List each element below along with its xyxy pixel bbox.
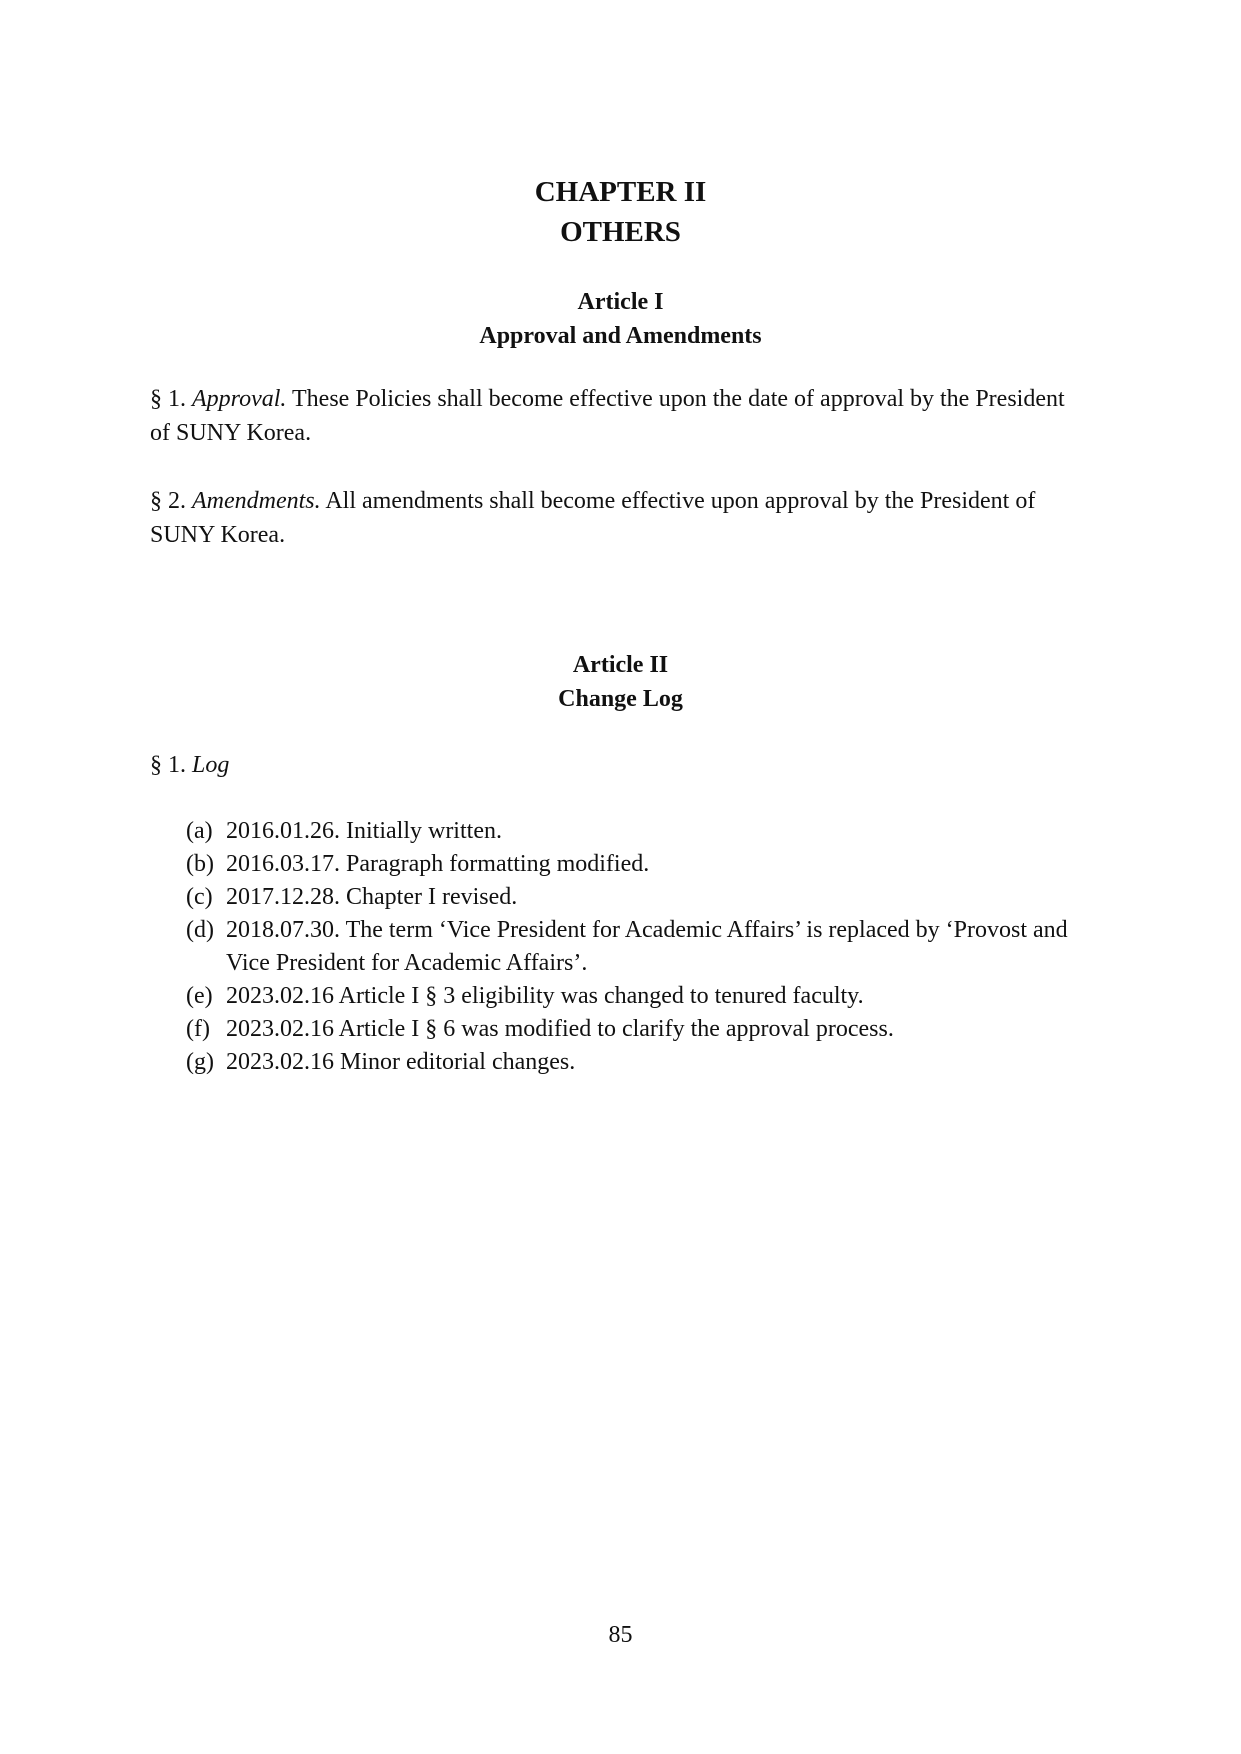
list-item [150,848,1090,881]
list-marker: (a) [186,818,213,844]
list-item [150,1013,1090,1046]
list-item [150,914,1090,980]
list-marker: (g) [186,1049,214,1075]
article-1-section-1 [150,382,1090,450]
page-number: 85 [608,1622,633,1648]
section-mark: § 1. [150,752,186,778]
chapter-title: OTHERS [560,216,681,248]
section-mark: § 2. [150,488,186,514]
article-1-heading [0,285,1241,353]
list-marker: (b) [186,851,214,877]
article-1-title: Approval and Amendments [479,323,762,349]
list-item-text: 2016.01.26. Initially written. [226,818,502,844]
section-text: All amendments shall become effective upon approval by the President of SUNY Korea. [150,488,1036,548]
article-1-number: Article I [577,289,664,315]
list-marker: (c) [186,884,213,910]
list-marker: (d) [186,917,214,943]
list-item-text: 2023.02.16 Article I § 3 eligibility was changed to tenured faculty. [226,983,864,1009]
list-item [150,1046,1090,1079]
list-item [150,815,1090,848]
list-item-text: 2018.07.30. The term ‘Vice President for Academic Affairs’ is replaced by ‘Provost and Vice President for Academic Affairs’. [226,917,1068,976]
section-mark: § 1. [150,386,186,412]
article-2-title: Change Log [558,686,683,712]
list-marker: (e) [186,983,213,1009]
list-item-text: 2017.12.28. Chapter I revised. [226,884,518,910]
article-2-heading [0,648,1241,716]
section-title: Approval. [192,386,287,412]
article-1-section-2 [150,484,1090,552]
list-item-text: 2023.02.16 Article I § 6 was modified to clarify the approval process. [226,1016,894,1042]
chapter-number: CHAPTER II [534,176,707,208]
list-item [150,980,1090,1013]
section-text: These Policies shall become effective upon the date of approval by the President of SUNY Korea. [150,386,1065,446]
section-title: Amendments. [192,488,321,514]
list-item-text: 2023.02.16 Minor editorial changes. [226,1049,576,1075]
list-marker: (f) [186,1016,210,1042]
change-log-list [150,815,1090,1079]
chapter-heading [0,172,1241,252]
list-item-text: 2016.03.17. Paragraph formatting modified. [226,851,650,877]
article-2-number: Article II [572,652,669,678]
list-item [150,881,1090,914]
article-2-section-1 [150,748,1090,782]
section-title: Log [192,752,230,778]
